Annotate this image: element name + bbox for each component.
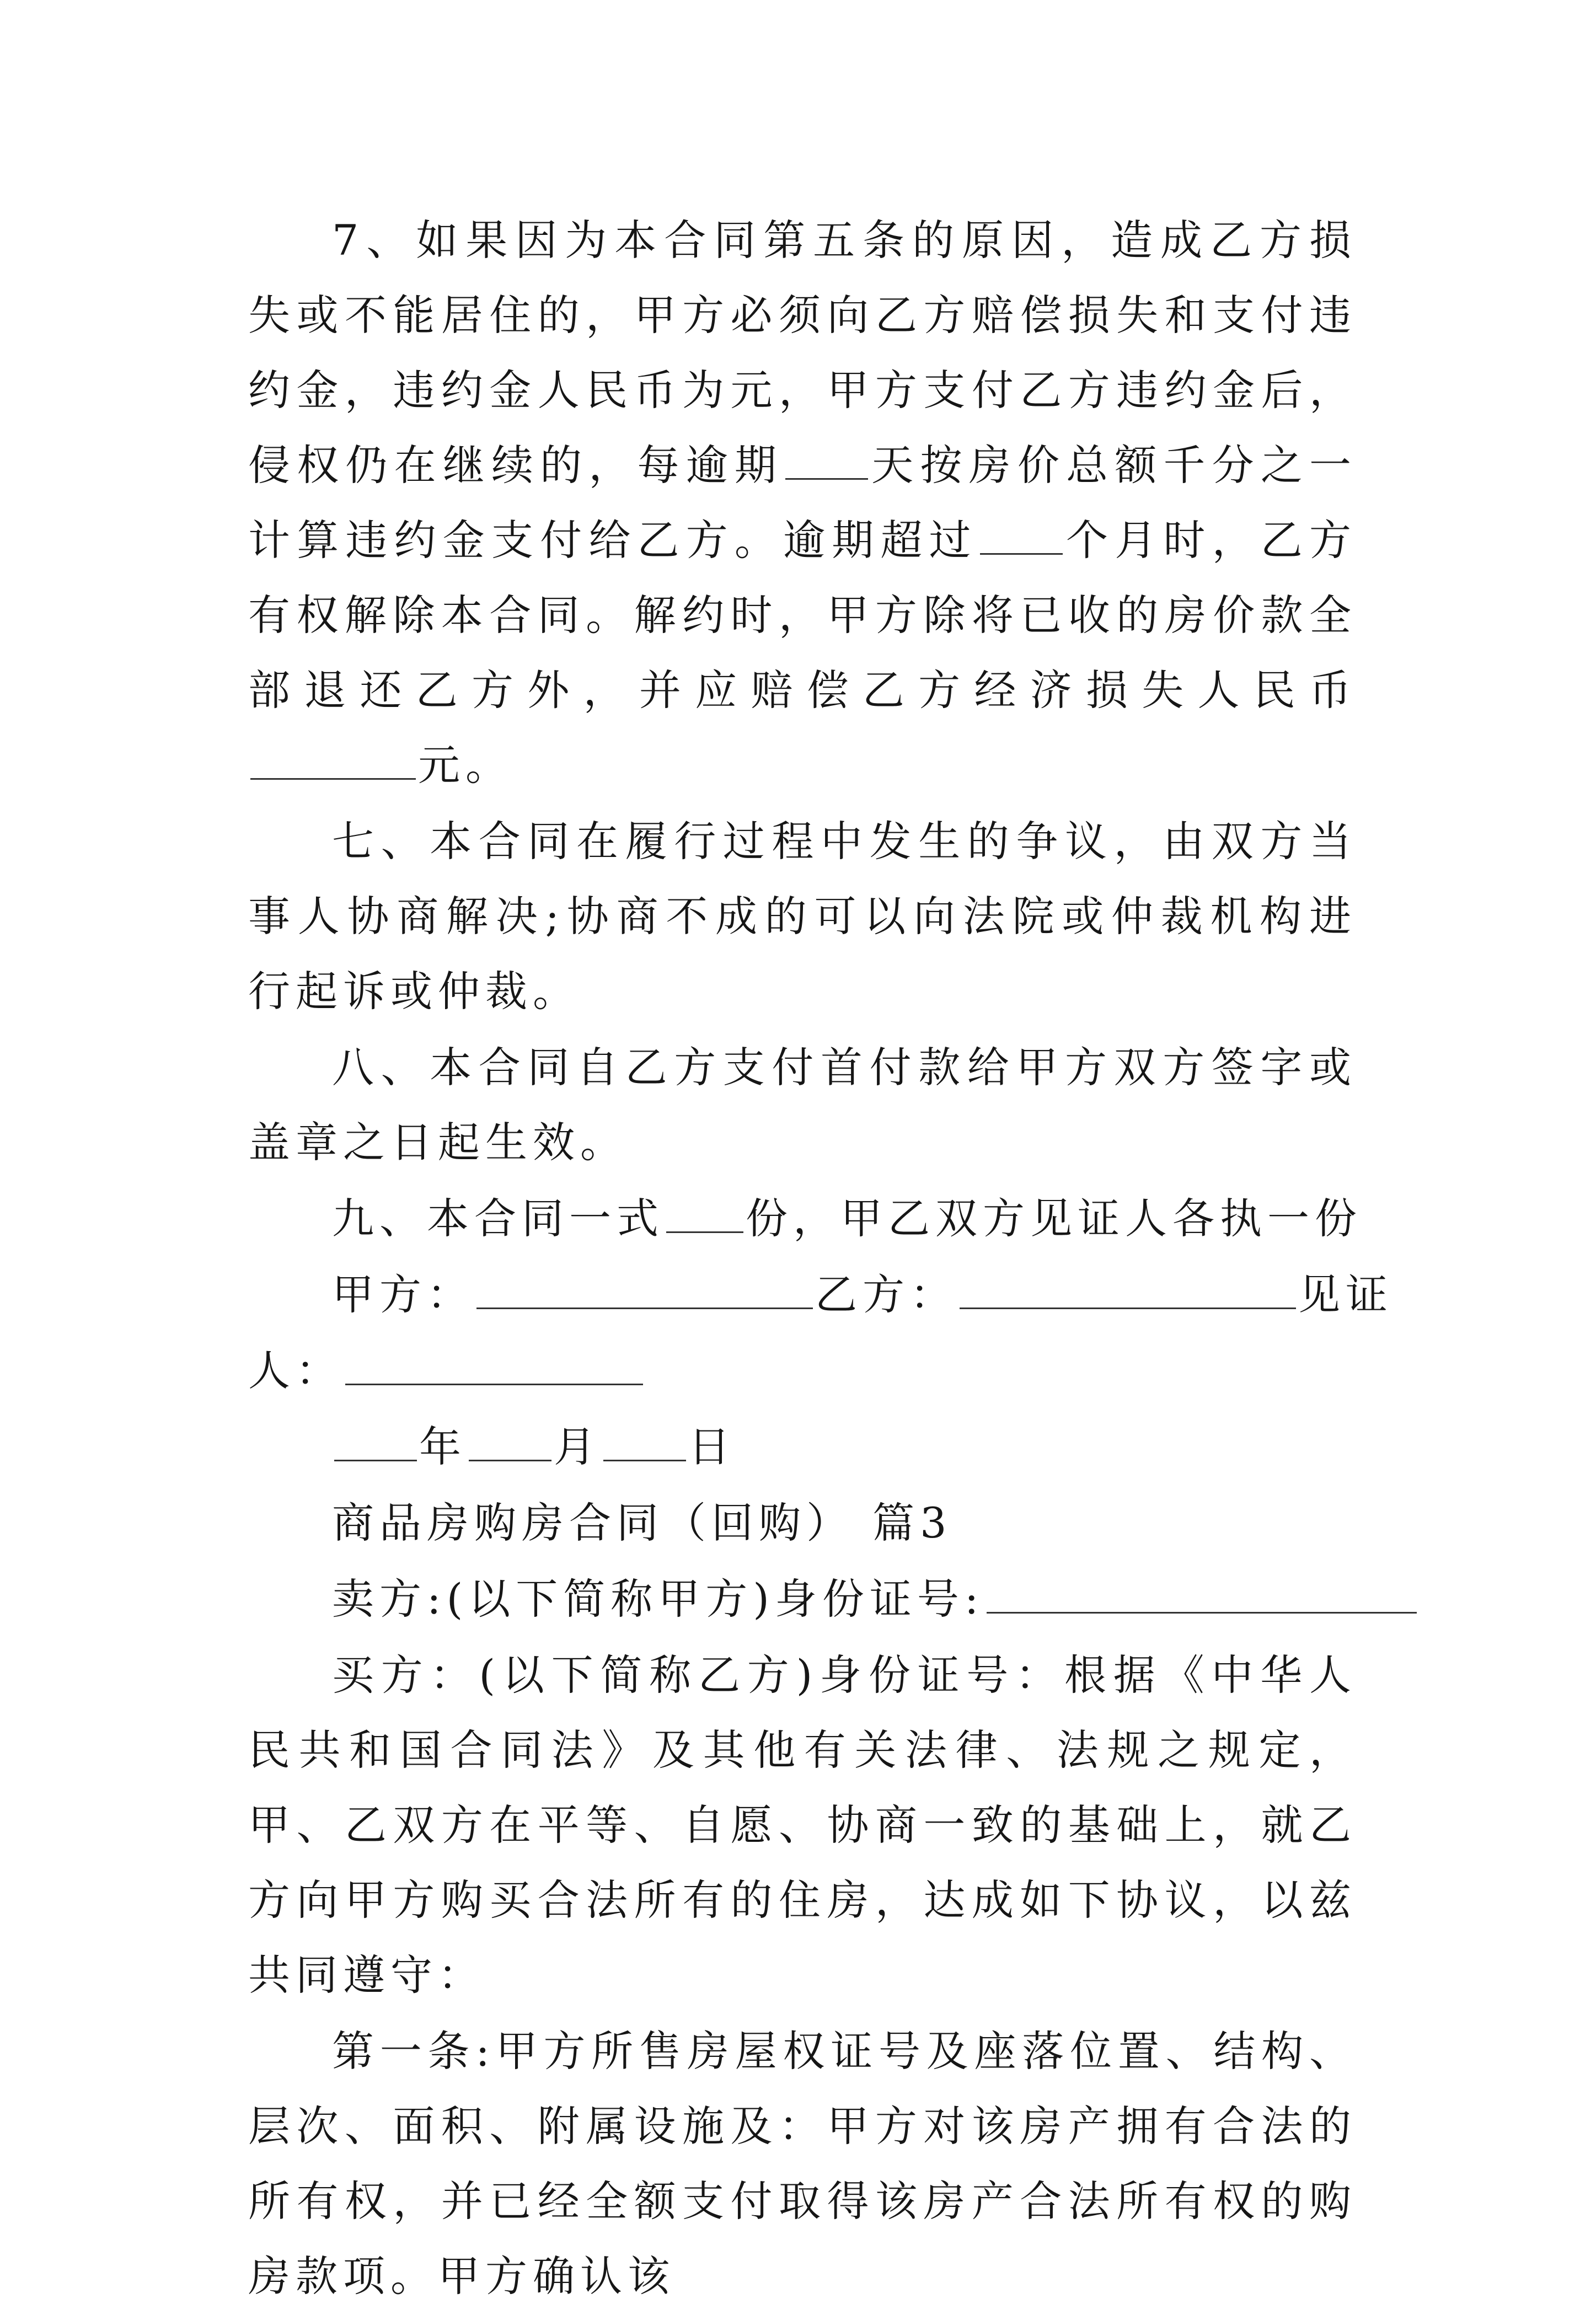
blank-year <box>334 1428 417 1461</box>
party-b-label: 乙方： <box>815 1270 957 1319</box>
blank-days <box>785 446 868 480</box>
party-a-label: 甲方： <box>332 1270 474 1319</box>
clause-7-text-4: 元。 <box>418 741 513 790</box>
clause-7-text-3: 个月时，乙方有权解除本合同。解约时，甲方除将已收的房价款全部退还乙方外，并应赔偿乙方经济损失人民币 <box>248 516 1357 715</box>
witness-line <box>248 1333 1357 1408</box>
date-month-label: 月 <box>554 1422 601 1471</box>
seller-id-blank <box>987 1580 1417 1614</box>
signature-line <box>248 1257 1393 1332</box>
party-a-signature-blank <box>476 1276 813 1309</box>
section-title: 商品房购房合同（回购） 篇3 <box>332 1498 952 1547</box>
clause-7-text-1: 7、如果因为本合同第五条的原因，造成乙方损失或不能居住的，甲方必须向乙方赔偿损失和支付违约金，违约金人民币为元，甲方支付乙方违约金后，侵权仍在继续的，每逾期 <box>248 216 1357 490</box>
article-nine-text-1: 九、本合同一式 <box>332 1194 664 1243</box>
article-eight-paragraph: 八、本合同自乙方支付首付款给甲方双方签字或盖章之日起生效。 <box>248 1043 1357 1167</box>
clause-7-text-2: 天按房价总额千分之一计算违约金支付给乙方。逾期超过 <box>248 441 1357 565</box>
date-line <box>248 1410 1357 1485</box>
blank-day <box>603 1428 686 1461</box>
witness-label-part1: 见证 <box>1298 1270 1393 1319</box>
date-day-label: 日 <box>688 1422 736 1471</box>
article-nine-text-2: 份，甲乙双方见证人各执一份 <box>746 1194 1362 1243</box>
clause-7-paragraph <box>248 203 1357 803</box>
article-nine-line <box>248 1181 1362 1256</box>
witness-signature-blank <box>345 1352 643 1385</box>
article-one-paragraph: 第一条:甲方所售房屋权证号及座落位置、结构、层次、面积、附属设施及：甲方对该房产拥有合法的所有权，并已经全额支付取得该房产合法所有权的购房款项。甲方确认该 <box>248 2027 1357 2301</box>
witness-label-part2: 人： <box>248 1346 343 1395</box>
date-year-label: 年 <box>419 1422 467 1471</box>
seller-line <box>248 1562 1357 1637</box>
document-body <box>248 203 1393 2315</box>
blank-months <box>980 521 1063 555</box>
article-seven-paragraph: 七、本合同在履行过程中发生的争议，由双方当事人协商解决;协商不成的可以向法院或仲裁机构进行起诉或仲裁。 <box>248 817 1357 1016</box>
buyer-paragraph: 买方：(以下简称乙方)身份证号：根据《中华人民共和国合同法》及其他有关法律、法规之规定，甲、乙双方在平等、自愿、协商一致的基础上，就乙方向甲方购买合法所有的住房，达成如下协议，以兹共同遵守： <box>248 1650 1357 2000</box>
blank-copies <box>666 1199 743 1233</box>
blank-month <box>469 1428 551 1461</box>
blank-amount <box>250 746 416 780</box>
seller-label: 卖方:(以下简称甲方)身份证号: <box>332 1574 984 1623</box>
party-b-signature-blank <box>960 1276 1296 1309</box>
